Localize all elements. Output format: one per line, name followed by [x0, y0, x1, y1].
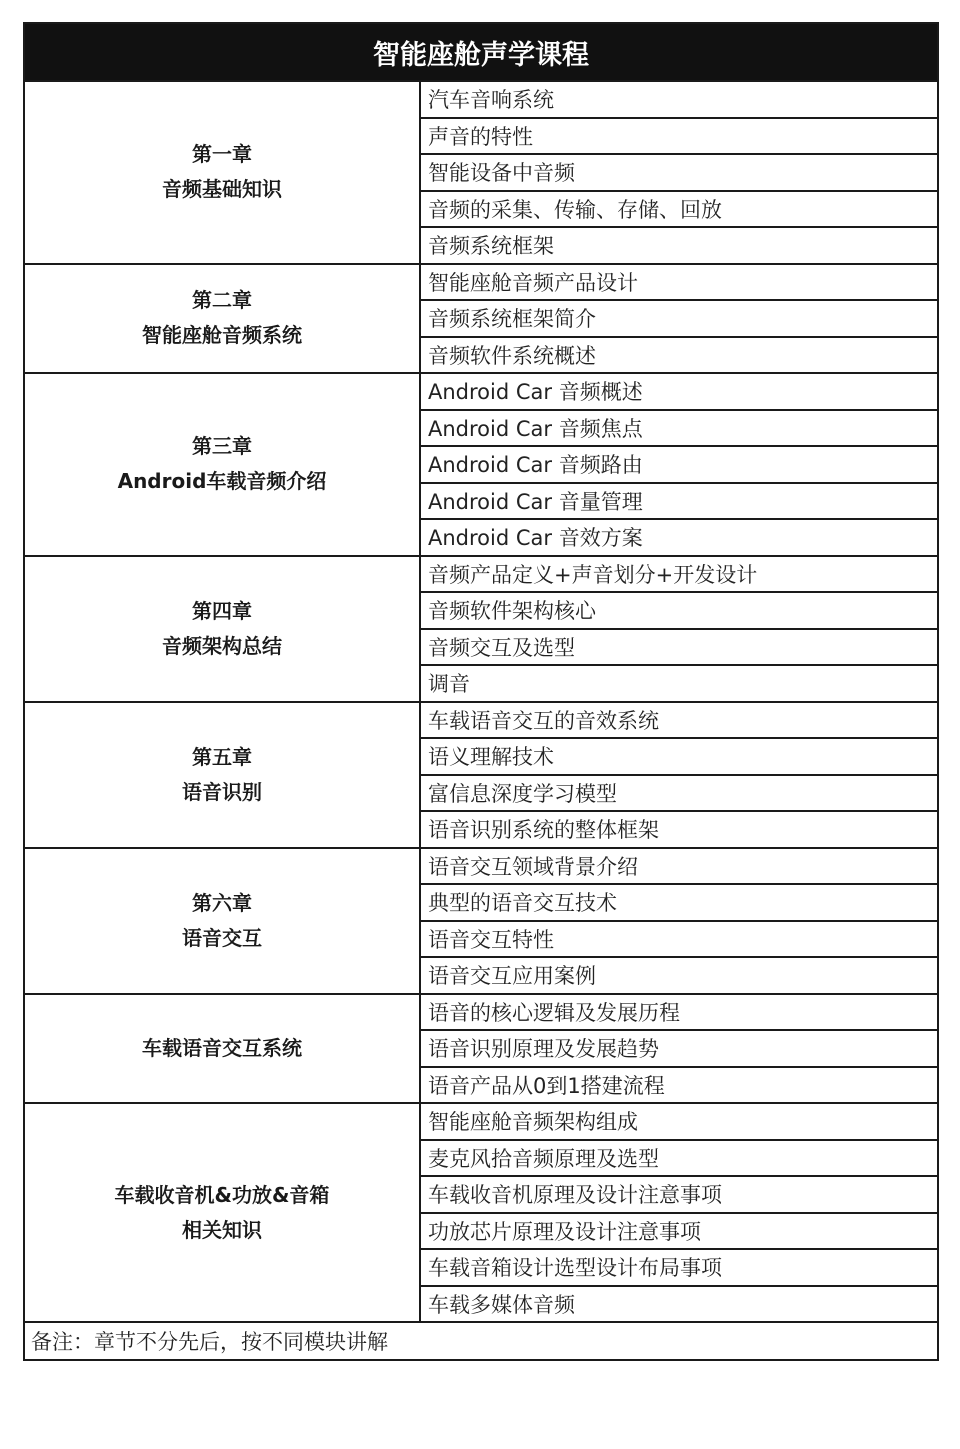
topic-cell: 音频系统框架简介	[420, 300, 938, 337]
topic-cell: 典型的语音交互技术	[420, 884, 938, 921]
topic-cell: 音频软件架构核心	[420, 592, 938, 629]
topic-cell: 智能座舱音频产品设计	[420, 264, 938, 301]
chapter-name: 音频基础知识	[162, 177, 282, 202]
topic-cell: 音频系统框架	[420, 227, 938, 264]
chapter-cell	[24, 81, 420, 264]
note-row	[24, 1322, 938, 1360]
chapter-cell	[24, 1103, 420, 1322]
table-row	[24, 1103, 938, 1140]
topic-cell: Android Car 音频焦点	[420, 410, 938, 447]
table-row	[24, 702, 938, 739]
topic-cell: 语音识别系统的整体框架	[420, 811, 938, 848]
chapter-number: 第一章	[192, 142, 252, 167]
topic-cell: 车载语音交互的音效系统	[420, 702, 938, 739]
table-row	[24, 264, 938, 301]
chapter-cell	[24, 848, 420, 994]
chapter-number: 第五章	[192, 744, 252, 769]
topic-cell: 音频产品定义+声音划分+开发设计	[420, 556, 938, 593]
topic-cell: 语音交互特性	[420, 921, 938, 958]
table-row	[24, 81, 938, 118]
chapter-cell	[24, 994, 420, 1104]
topic-cell: 功放芯片原理及设计注意事项	[420, 1213, 938, 1250]
chapter-name: 相关知识	[182, 1217, 262, 1242]
chapter-number: 车载收音机&功放&音箱	[114, 1182, 330, 1207]
topic-cell: 富信息深度学习模型	[420, 775, 938, 812]
chapter-number: 第四章	[192, 598, 252, 623]
table-row	[24, 994, 938, 1031]
table-row	[24, 556, 938, 593]
topic-cell: 音频交互及选型	[420, 629, 938, 666]
chapter-number: 第三章	[192, 434, 252, 459]
chapter-name: 智能座舱音频系统	[142, 323, 302, 348]
topic-cell: 智能座舱音频架构组成	[420, 1103, 938, 1140]
chapter-cell	[24, 556, 420, 702]
chapter-cell	[24, 264, 420, 374]
topic-cell: 语义理解技术	[420, 738, 938, 775]
topic-cell: 语音产品从0到1搭建流程	[420, 1067, 938, 1104]
topic-cell: 音频的采集、传输、存储、回放	[420, 191, 938, 228]
topic-cell: 车载多媒体音频	[420, 1286, 938, 1323]
topic-cell: 智能设备中音频	[420, 154, 938, 191]
chapter-name: Android车载音频介绍	[117, 469, 327, 494]
topic-cell: 语音识别原理及发展趋势	[420, 1030, 938, 1067]
topic-cell: 声音的特性	[420, 118, 938, 155]
table-row	[24, 848, 938, 885]
chapter-number: 第六章	[192, 890, 252, 915]
topic-cell: 语音交互领域背景介绍	[420, 848, 938, 885]
chapter-number: 第二章	[192, 288, 252, 313]
topic-cell: Android Car 音效方案	[420, 519, 938, 556]
title-row	[24, 23, 938, 81]
topic-cell: 语音的核心逻辑及发展历程	[420, 994, 938, 1031]
topic-cell: Android Car 音频概述	[420, 373, 938, 410]
chapter-cell	[24, 702, 420, 848]
table-row	[24, 373, 938, 410]
chapter-name: 音频架构总结	[162, 633, 282, 658]
course-table	[23, 22, 939, 1361]
topic-cell: 语音交互应用案例	[420, 957, 938, 994]
topic-cell: Android Car 音量管理	[420, 483, 938, 520]
topic-cell: 麦克风拾音频原理及选型	[420, 1140, 938, 1177]
chapter-name: 语音识别	[182, 779, 262, 804]
chapter-cell	[24, 373, 420, 556]
topic-cell: 车载音箱设计选型设计布局事项	[420, 1249, 938, 1286]
chapter-name: 语音交互	[182, 925, 262, 950]
topic-cell: 音频软件系统概述	[420, 337, 938, 374]
chapter-name: 车载语音交互系统	[142, 1035, 302, 1060]
topic-cell: 车载收音机原理及设计注意事项	[420, 1176, 938, 1213]
footnote: 备注：章节不分先后，按不同模块讲解	[24, 1322, 938, 1360]
topic-cell: 调音	[420, 665, 938, 702]
course-title: 智能座舱声学课程	[24, 23, 938, 81]
topic-cell: 汽车音响系统	[420, 81, 938, 118]
topic-cell: Android Car 音频路由	[420, 446, 938, 483]
